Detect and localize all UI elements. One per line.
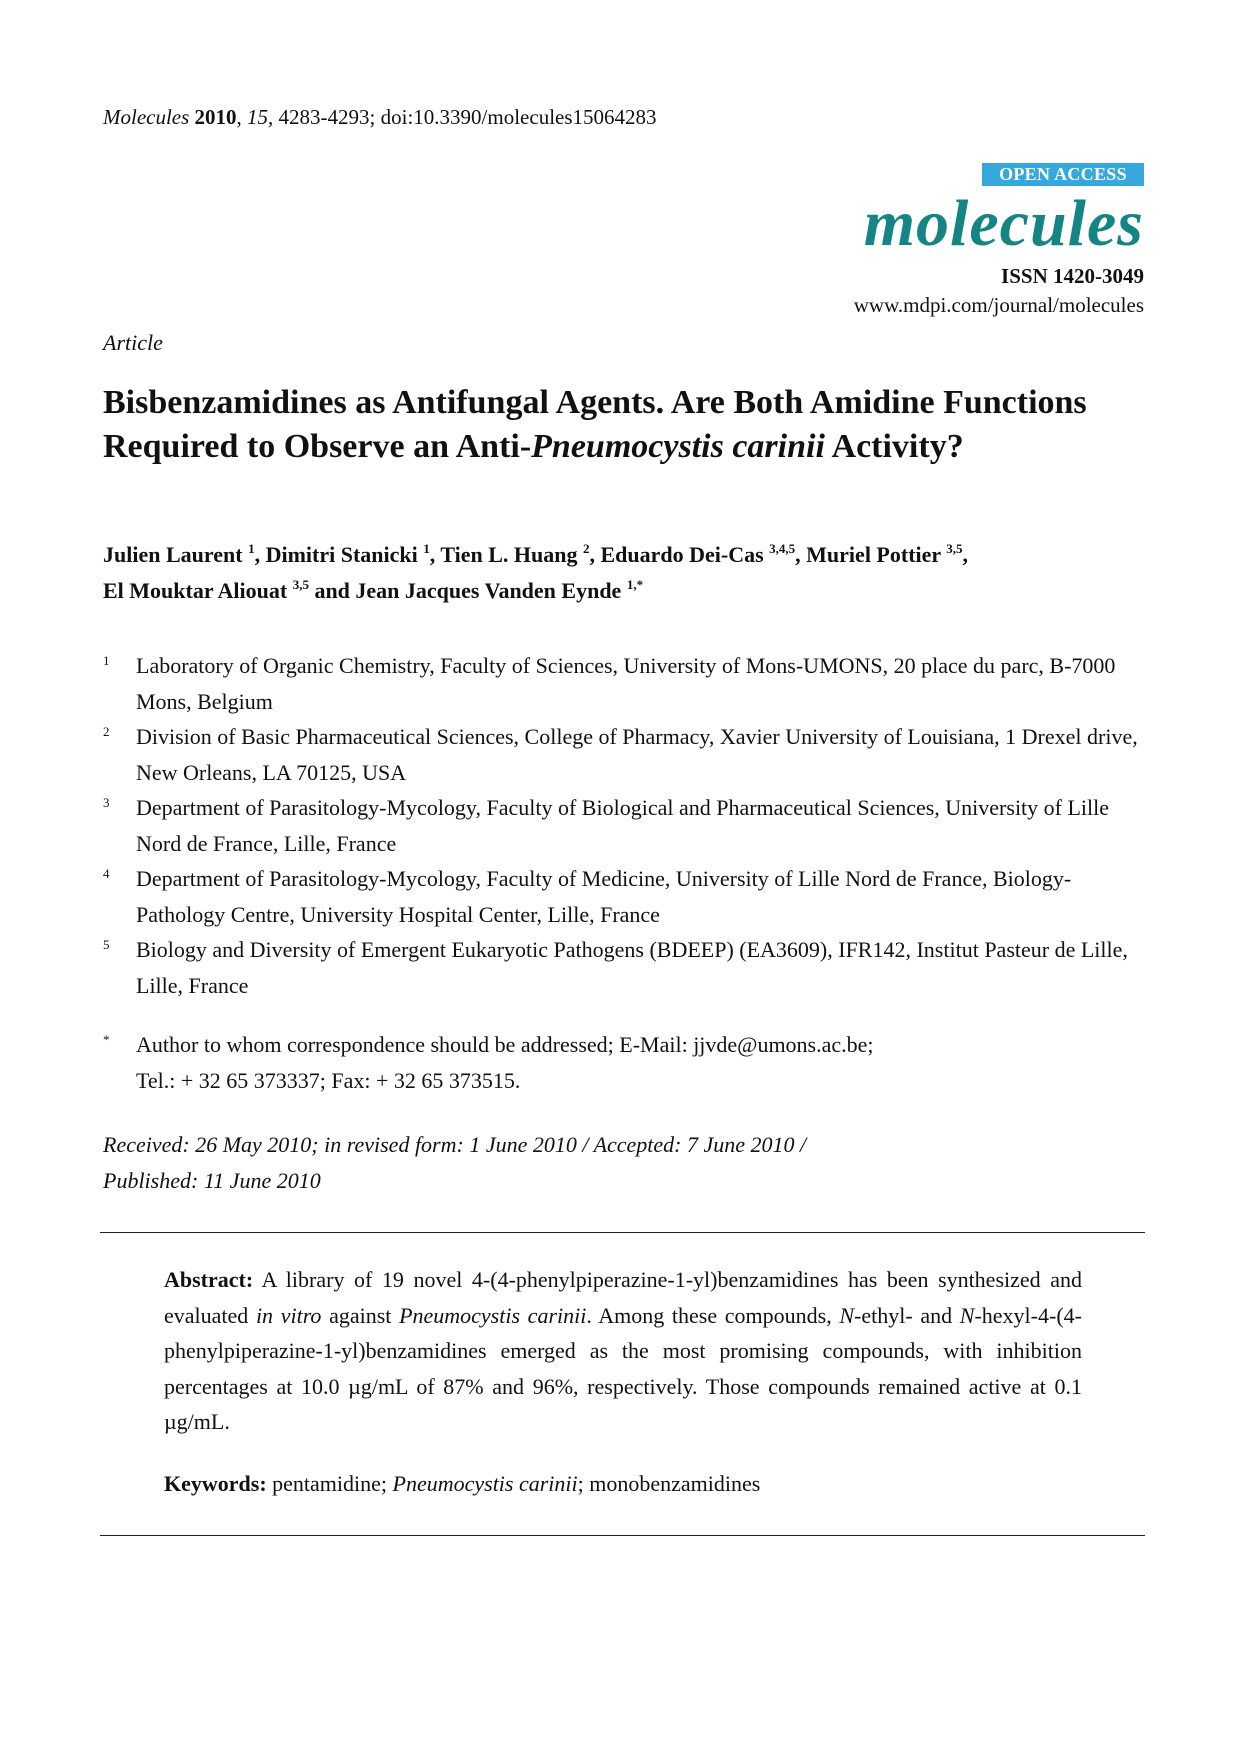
affiliation-text: Department of Parasitology-Mycology, Faculty of Biological and Pharmaceutical Sciences, University of Lille Nord de France, Lille, France: [136, 795, 1110, 856]
issn: ISSN 1420-3049: [1001, 264, 1144, 288]
correspondence-note: [103, 1027, 1153, 1098]
citation-line: [103, 104, 657, 130]
abstract-italic: N: [839, 1302, 855, 1328]
affiliation-item: [103, 861, 1153, 932]
author-affil: 3,5: [292, 577, 309, 592]
abstract-text: . Among these compounds,: [586, 1302, 840, 1328]
author-affil: 1: [423, 541, 430, 556]
affiliation-number: 3: [103, 795, 110, 810]
author-name: , Tien L. Huang: [429, 542, 583, 567]
correspondence-line-2: Tel.: + 32 65 373337; Fax: + 32 65 373515.: [136, 1067, 521, 1093]
author-list: [103, 537, 1143, 609]
abstract-italic: Pneumocystis carinii: [399, 1302, 587, 1328]
affiliation-item: [103, 932, 1153, 1003]
affiliation-text: Division of Basic Pharmaceutical Sciences, College of Pharmacy, Xavier University of Louisiana, 1 Drexel drive, New Orleans, LA 70125, USA: [136, 724, 1138, 785]
author-name: El Mouktar Aliouat: [103, 578, 293, 603]
correspondence-line-1: Author to whom correspondence should be addressed; E-Mail: jjvde@umons.ac.be;: [136, 1032, 874, 1057]
journal-url[interactable]: www.mdpi.com/journal/molecules: [853, 293, 1144, 317]
affiliation-number: 5: [103, 937, 110, 952]
affiliation-text: Laboratory of Organic Chemistry, Faculty of Sciences, University of Mons-UMONS, 20 place du parc, B-7000 Mons, Belgium: [136, 653, 1116, 714]
abstract-text: -hexyl-4-(4-phenylpiperazine-1-yl)benzamidines emerged as the most promising compounds, with inhibition percentages at 10.0 µg/mL of 87% and 96%, respectively. Those compounds remained active at 0.1 µg/mL.: [164, 1302, 1082, 1434]
author-name: and Jean Jacques Vanden Eynde: [308, 578, 627, 603]
affiliation-item: [103, 719, 1153, 790]
publication-dates: [103, 1127, 1153, 1198]
citation-pages-doi: , 4283-4293; doi:10.3390/molecules15064283: [268, 105, 657, 129]
open-access-badge: OPEN ACCESS: [982, 163, 1144, 186]
author-affil: 1,*: [626, 577, 644, 592]
abstract-italic: in vitro: [255, 1302, 322, 1328]
author-name: , Eduardo Dei-Cas: [589, 542, 770, 567]
keywords-label: Keywords:: [164, 1471, 267, 1496]
correspondence-mark: *: [103, 1032, 110, 1047]
author-affil: 3,4,5: [769, 541, 796, 556]
title-italic: Pneumocystis carinii: [531, 428, 825, 465]
affiliation-item: [103, 648, 1153, 719]
citation-sep: ,: [236, 105, 248, 129]
correspondence-text: [136, 1027, 1153, 1098]
keywords-italic: Pneumocystis carinii: [392, 1471, 578, 1496]
abstract-text: A library of 19 novel 4-(4-phenylpiperazine-1-yl)benzamidines has been synthesized and evaluated: [164, 1267, 1082, 1328]
affiliation-number: 1: [103, 653, 110, 668]
keywords-text: ; monobenzamidines: [577, 1471, 761, 1496]
affiliation-list: [103, 648, 1153, 1003]
abstract-text: -ethyl- and: [854, 1302, 960, 1328]
divider-bottom: [100, 1535, 1145, 1536]
citation-journal: Molecules: [103, 105, 190, 129]
article-type: Article: [103, 330, 163, 355]
affiliation-item: [103, 790, 1153, 861]
author-affil: 3,5: [946, 541, 963, 556]
abstract-label: Abstract:: [164, 1267, 254, 1292]
citation-year: 2010: [194, 105, 237, 129]
title-part-2: Activity?: [824, 428, 964, 465]
abstract: [164, 1262, 1082, 1440]
dates-line-2: Published: 11 June 2010: [103, 1167, 321, 1193]
affiliation-number: 4: [103, 866, 110, 881]
affiliation-number: 2: [103, 724, 110, 739]
author-name: , Dimitri Stanicki: [254, 542, 424, 567]
affiliation-text: Department of Parasitology-Mycology, Faculty of Medicine, University of Lille Nord de France, Biology-Pathology Centre, University Hospital Center, Lille, France: [136, 866, 1072, 927]
dates-line-1: Received: 26 May 2010; in revised form: 1 June 2010 / Accepted: 7 June 2010 /: [103, 1132, 807, 1157]
author-name: , Muriel Pottier: [795, 542, 947, 567]
author-affil: 1: [248, 541, 255, 556]
abstract-italic: N: [959, 1302, 975, 1328]
title-part-1: Bisbenzamidines as Antifungal Agents. Are Both Amidine Functions Required to Observe an Anti-: [103, 384, 1087, 465]
citation-volume: 15: [247, 105, 269, 129]
keywords: [164, 1466, 1082, 1502]
journal-logo: molecules: [863, 187, 1144, 260]
author-affil: 2: [582, 541, 590, 556]
author-sep: ,: [962, 542, 969, 567]
keywords-text: pentamidine;: [266, 1471, 393, 1496]
author-name: Julien Laurent: [103, 542, 249, 567]
abstract-text: against: [321, 1302, 400, 1328]
article-title: [103, 381, 1143, 469]
divider-top: [100, 1232, 1145, 1233]
affiliation-text: Biology and Diversity of Emergent Eukaryotic Pathogens (BDEEP) (EA3609), IFR142, Institut Pasteur de Lille, Lille, France: [136, 937, 1128, 998]
